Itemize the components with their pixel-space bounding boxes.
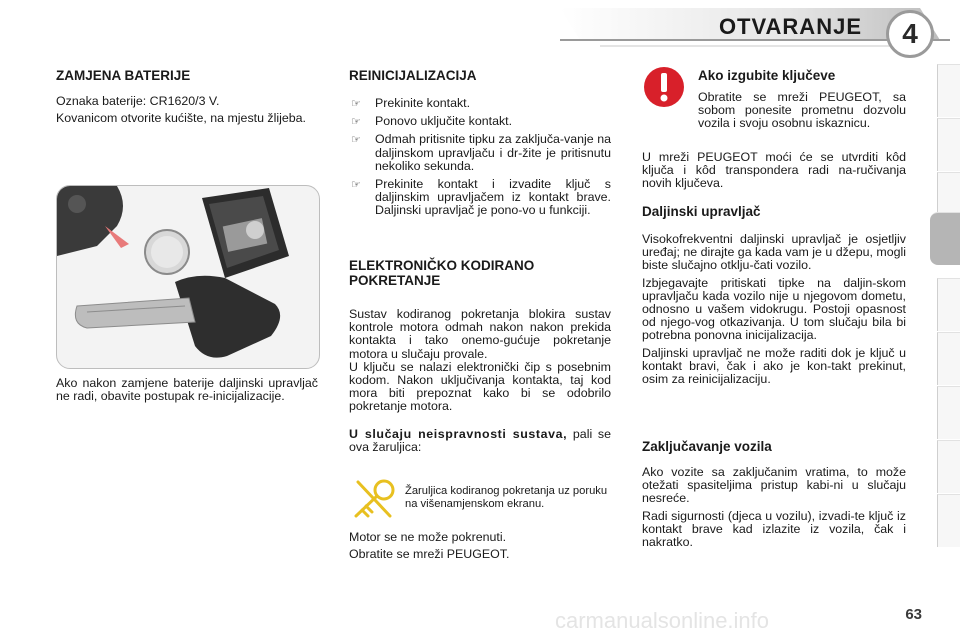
- locking-safety-text: Radi sigurnosti (djeca u vozilu), izvadi-te ključ iz kontakt brave kad izlazite iz vozila, čak i nakratko.: [642, 508, 906, 550]
- engine-no-start-text: Motor se ne može pokrenuti.: [349, 530, 507, 544]
- remote-section: [642, 204, 906, 386]
- list-item: ☞ Odmah pritisnite tipku za zaključa-vanje na daljinskom upravljaču i dr-žite je pritisnutu nekoliko sekunda.: [351, 132, 611, 173]
- lost-keys-code-text: U mreži PEUGEOT moći će se utvrditi kôd ključa i kôd transpondera radi na-ručivanja novih ključeva.: [642, 150, 906, 191]
- chapter-tab[interactable]: [937, 494, 960, 547]
- page-number: 63: [905, 606, 922, 623]
- watermark: carmanualsonline.info: [555, 608, 770, 633]
- chapter-tab[interactable]: [937, 278, 960, 331]
- key-battery-photo: [56, 185, 320, 369]
- chapter-tab[interactable]: [937, 386, 960, 439]
- remote-ignition-text: Daljinski upravljač ne može raditi dok je ključ u kontakt bravi, čak i ako je kon-takt prekinut, osim za reinicijalizaciju.: [642, 345, 906, 387]
- contact-dealer-text: Obratite se mreži PEUGEOT.: [349, 547, 510, 562]
- chapter-tabs: [932, 64, 960, 578]
- lost-keys-heading-wrap: [698, 68, 906, 83]
- locking-heading: Zaključavanje vozila: [642, 439, 772, 454]
- lost-keys-text: Obratite se mreži PEUGEOT, sa sobom ponesite prometnu dozvolu vozila i svoju osobnu iskaznicu.: [698, 90, 906, 131]
- reinit-heading: REINICIJALIZACIJA: [349, 68, 477, 83]
- lamp-note: Žaruljica kodiranog pokretanja uz poruku na višenamjenskom ekranu.: [405, 485, 608, 510]
- immobiliser-text: Sustav kodiranog pokretanja blokira sustav kontrole motora odmah nakon nakon prekida kontakta i tako onemo-gućuje pokretanje motora u slučaju provale.: [349, 307, 611, 361]
- battery-heading: ZAMJENA BATERIJE: [56, 68, 191, 83]
- remote-heading: Daljinski upravljač: [642, 204, 761, 219]
- immobiliser-heading-line2: POKRETANJE: [349, 273, 441, 288]
- hand-pointer-icon: ☞: [351, 179, 361, 192]
- hand-pointer-icon: ☞: [351, 134, 361, 147]
- list-item: ☞ Ponovo uključite kontakt.: [351, 114, 513, 129]
- battery-reinit-note: [56, 377, 318, 403]
- fault-rest-text: pali se ova žaruljica:: [349, 426, 612, 454]
- lost-keys-more: [642, 151, 906, 191]
- battery-open-text: Kovanicom otvorite kućište, na mjestu žlijeba.: [56, 111, 306, 126]
- immobiliser-heading-line1: ELEKTRONIČKO KODIRANO: [349, 258, 535, 273]
- remote-sensitive-text: Visokofrekventni daljinski upravljač je osjetljiv uređaj; ne dirajte ga kada vam je u džepu, mogli biste slučajno otklju-čati vozilo.: [642, 232, 906, 273]
- hand-pointer-icon: ☞: [351, 98, 361, 110]
- chapter-tab-active[interactable]: [930, 212, 960, 265]
- key-illustration: [57, 186, 319, 368]
- remote-range-text: Izbjegavajte pritiskati tipke na daljin-skom upravljaču kada vozilo nije u njegovom dometu, odnosno u vašem vidokrugu. Postoji opasnost od njego-vog otkazivanja. U tom slučaju bila bi potrebna ponovna inicijalizacija.: [642, 275, 906, 343]
- fault-bold-text: U slučaju neispravnosti sustava,: [349, 426, 568, 441]
- chapter-tab[interactable]: [937, 440, 960, 493]
- lost-keys-heading: Ako izgubite ključeve: [698, 68, 836, 83]
- immobiliser-end: [349, 531, 611, 561]
- immobiliser-chip-text: U ključu se nalazi elektronički čip s posebnim kodom. Nakon uključivanja kontakta, taj kod mora biti prepoznat kako bi se odobrilo pokretanje motora.: [349, 359, 611, 414]
- chapter-tab[interactable]: [937, 64, 960, 117]
- chapter-number-badge: 4: [886, 10, 934, 58]
- list-item: ☞ Prekinite kontakt i izvadite ključ s daljinskim upravljačem iz kontakt brave. Daljinski upravljač je pono-vo u funkciji.: [351, 177, 611, 218]
- locking-section: [642, 439, 906, 549]
- key-immobiliser-lamp-icon: [350, 476, 398, 522]
- battery-reinit-text: Ako nakon zamjene baterije daljinski upravljač ne radi, obavite postupak re-inicijalizacije.: [56, 376, 318, 404]
- middle-column: [349, 68, 611, 223]
- reinit-steps-list: [349, 97, 611, 218]
- battery-type-text: Oznaka baterije: CR1620/3 V.: [56, 94, 220, 108]
- chapter-tab[interactable]: [937, 332, 960, 385]
- chapter-tab[interactable]: [937, 118, 960, 171]
- hand-pointer-icon: ☞: [351, 116, 361, 129]
- list-item: ☞ Prekinite kontakt.: [351, 96, 471, 110]
- lost-keys-text-top: [698, 91, 906, 131]
- left-column: [56, 68, 318, 125]
- exclamation-warning-icon: [642, 65, 686, 109]
- locking-rescue-text: Ako vozite sa zaključanim vratima, to može otežati spasiteljima pristup kabi-ni u slučaju nesreće.: [642, 465, 906, 506]
- immobiliser-section: [349, 258, 611, 454]
- fault-text: [349, 428, 611, 454]
- chapter-title: OTVARANJE: [718, 14, 862, 39]
